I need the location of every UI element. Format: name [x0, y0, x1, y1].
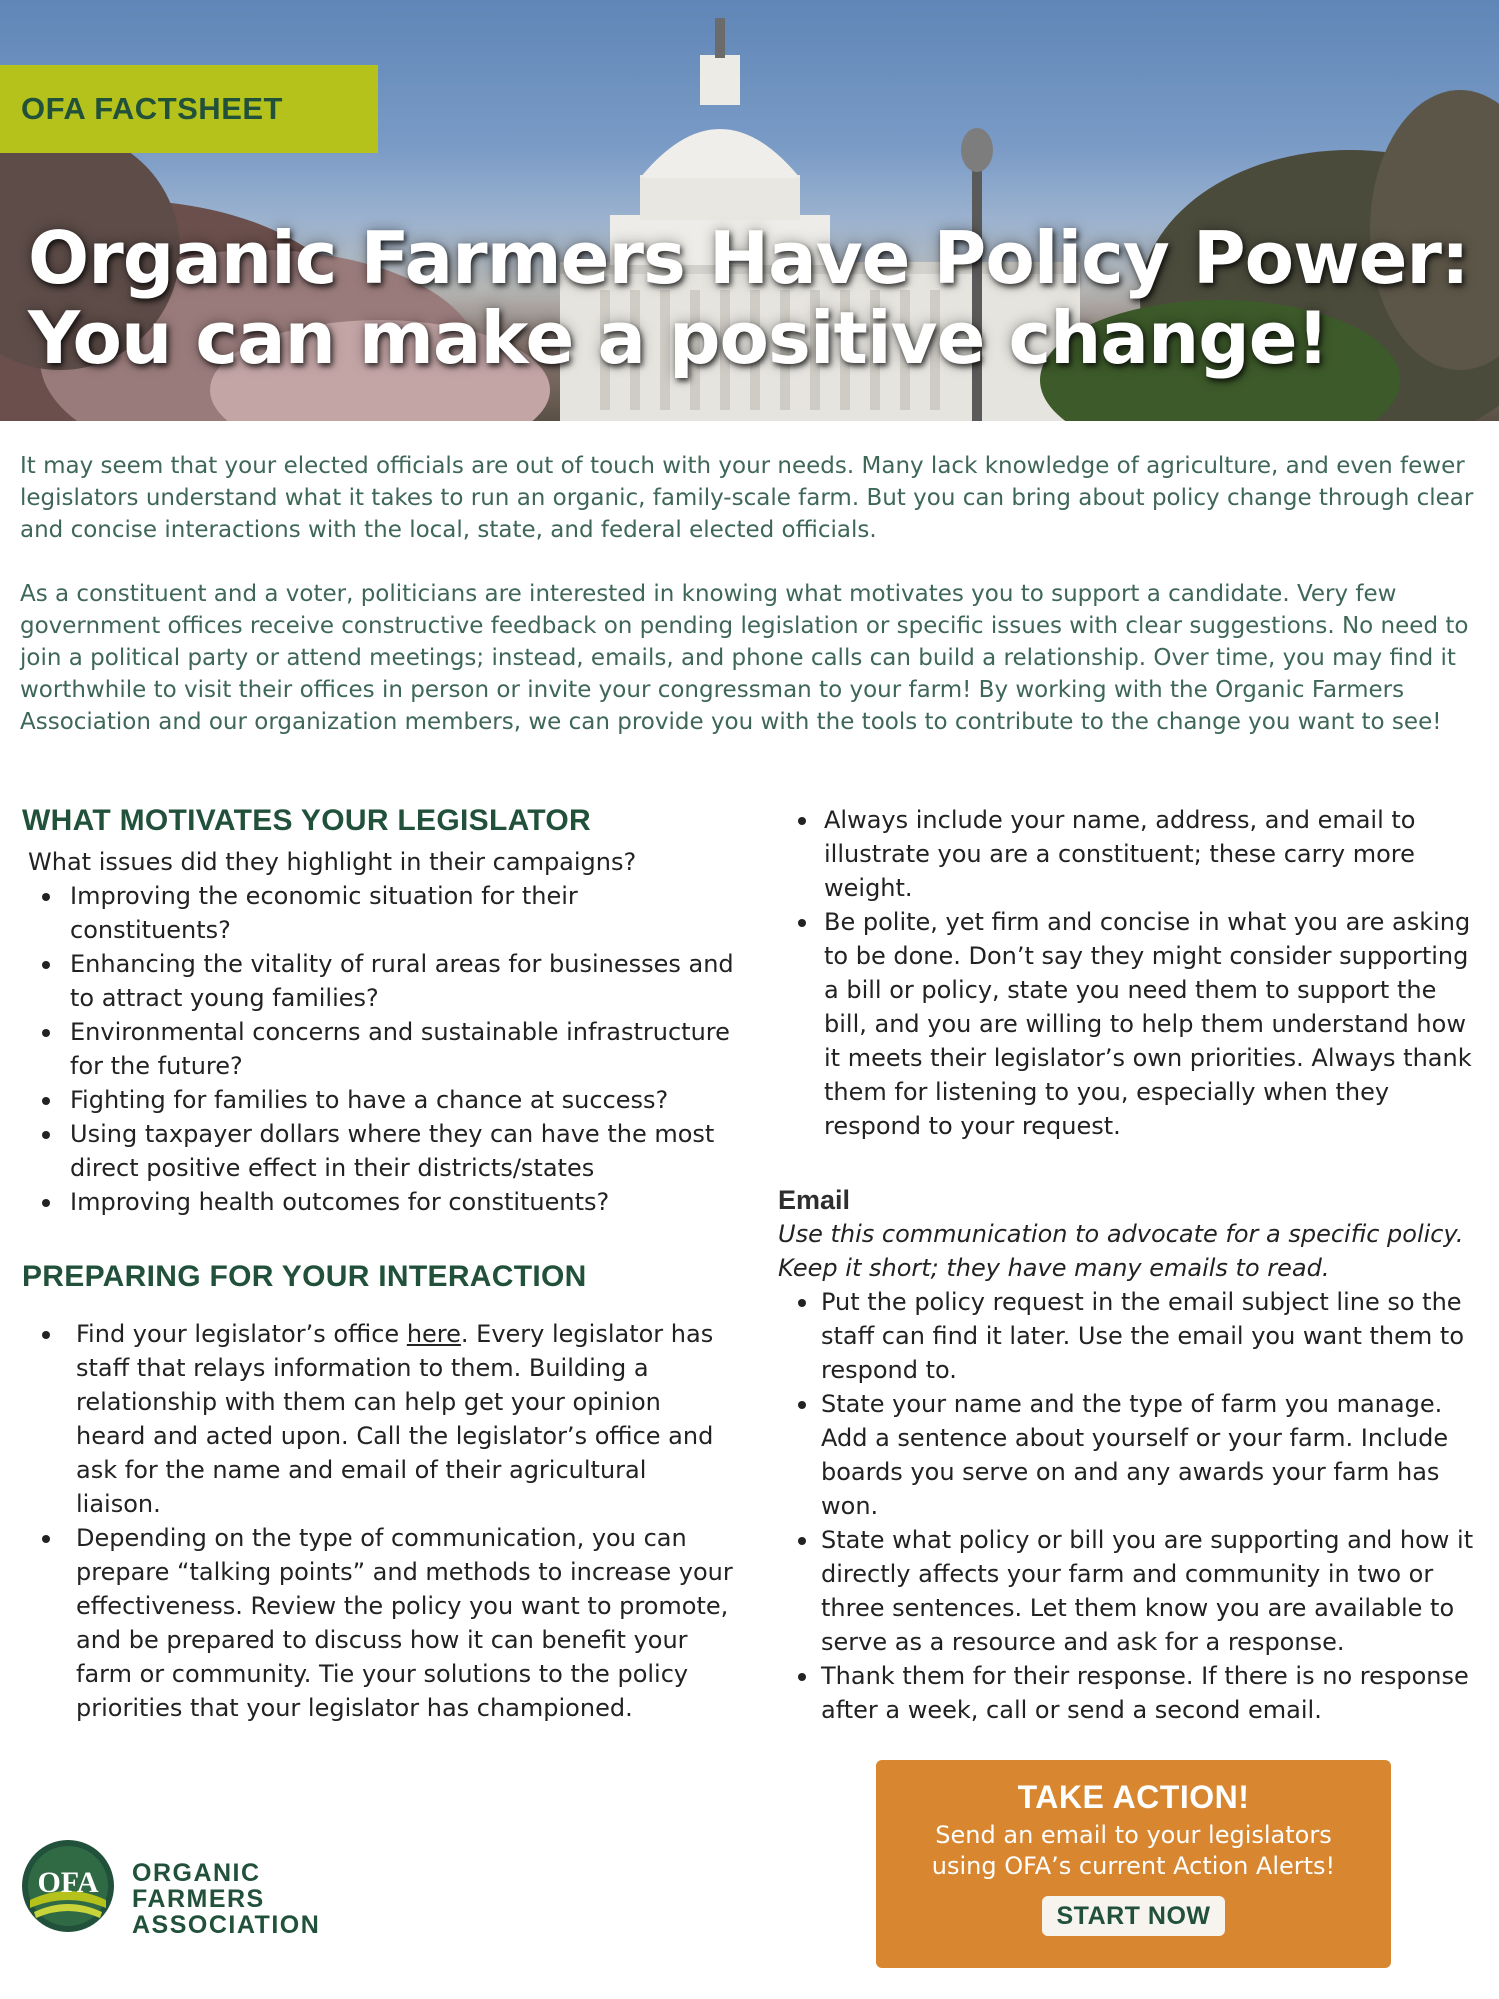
- list-item: Depending on the type of communication, you can prepare “talking points” and methods to increase your effectiveness. Review the policy you want to promote, and be prepared to discuss how it can benefit your farm or community. Tie your solutions to the policy priorities that your legislator has championed.: [22, 1521, 737, 1725]
- email-lead: Use this communication to advocate for a specific policy. Keep it short; they have many emails to read.: [778, 1220, 1464, 1282]
- list-item: Fighting for families to have a chance at success?: [22, 1083, 737, 1117]
- motivates-heading: WHAT MOTIVATES YOUR LEGISLATOR: [22, 804, 591, 837]
- email-list: [778, 1285, 1483, 1727]
- list-item: Improving the economic situation for their constituents?: [22, 879, 737, 947]
- here-link[interactable]: here: [406, 1320, 461, 1348]
- interaction-tips-list: [778, 803, 1483, 1143]
- preparing-list: [22, 1317, 737, 1725]
- logo-wordmark: [132, 1860, 400, 1938]
- left-column: [22, 803, 737, 1725]
- cta-title: TAKE ACTION!: [1017, 1779, 1250, 1815]
- title-line-2: You can make a positive change!: [28, 296, 1329, 380]
- motivates-list: [22, 879, 737, 1219]
- logo-line-2: ASSOCIATION: [132, 1911, 321, 1939]
- cta-text-line-2: using OFA’s current Action Alerts!: [931, 1852, 1336, 1880]
- badge-label: OFA FACTSHEET: [21, 91, 283, 126]
- intro-paragraph-2: As a constituent and a voter, politicians are interested in knowing what motivates you to support a candidate. Very few government offices receive constructive feedback on pending legislation or specific issues with clear suggestions. No need to join a political party or attend meetings; instead, emails, and phone calls can build a relationship. Over time, you may find it worthwhile to visit their offices in person or invite your congressman to your farm! By working with the Organic Farmers Association and our organization members, we can provide you with the tools to contribute to the change you want to see!: [20, 581, 1469, 735]
- email-heading: Email: [778, 1185, 851, 1215]
- page-title: [28, 218, 1488, 378]
- item-text: Find your legislator’s office: [76, 1320, 407, 1348]
- list-item: Improving health outcomes for constituents?: [22, 1185, 737, 1219]
- item-text: . Every legislator has staff that relays information to them. Building a relationship with them can help get your opinion heard and acted upon. Call the legislator’s office and ask for the name and email of their agricultural liaison.: [76, 1320, 714, 1518]
- ofa-logo-mark: [20, 1838, 116, 1934]
- intro-paragraph-1: It may seem that your elected officials are out of touch with your needs. Many lack knowledge of agriculture, and even fewer legislators understand what it takes to run an organic, family-scale farm. But you can bring about policy change through clear and concise interactions with the local, state, and federal elected officials.: [20, 453, 1474, 543]
- list-item: Enhancing the vitality of rural areas for businesses and to attract young families?: [22, 947, 737, 1015]
- hero-banner: [0, 0, 1499, 421]
- preparing-heading: PREPARING FOR YOUR INTERACTION: [22, 1260, 587, 1293]
- list-item: Always include your name, address, and email to illustrate you are a constituent; these carry more weight.: [778, 803, 1483, 905]
- logo-line-1: ORGANIC FARMERS: [132, 1859, 265, 1913]
- intro-section: [20, 450, 1485, 770]
- right-column: [778, 803, 1483, 1727]
- list-item: State your name and the type of farm you manage. Add a sentence about yourself or your farm. Include boards you serve on and any awards your farm has won.: [778, 1387, 1483, 1523]
- list-item: Be polite, yet firm and concise in what you are asking to be done. Don’t say they might consider supporting a bill or policy, state you need them to support the bill, and you are willing to help them understand how it meets their legislator’s own priorities. Always thank them for listening to you, especially when they respond to your request.: [778, 905, 1483, 1143]
- take-action-box: [876, 1760, 1391, 1968]
- list-item: [22, 1317, 737, 1521]
- list-item: Thank them for their response. If there is no response after a week, call or send a second email.: [778, 1659, 1483, 1727]
- list-item: Using taxpayer dollars where they can have the most direct positive effect in their districts/states: [22, 1117, 737, 1185]
- ofa-logo: [20, 1838, 400, 1938]
- motivates-lead: What issues did they highlight in their campaigns?: [28, 848, 637, 876]
- title-line-1: Organic Farmers Have Policy Power:: [28, 216, 1469, 300]
- cta-text-line-1: Send an email to your legislators: [935, 1821, 1332, 1849]
- logo-mark-text: OFA: [37, 1866, 99, 1899]
- factsheet-badge: [0, 65, 378, 153]
- list-item: State what policy or bill you are supporting and how it directly affects your farm and community in two or three sentences. Let them know you are available to serve as a resource and ask for a response.: [778, 1523, 1483, 1659]
- start-now-button[interactable]: START NOW: [1042, 1896, 1224, 1936]
- list-item: Environmental concerns and sustainable infrastructure for the future?: [22, 1015, 737, 1083]
- list-item: Put the policy request in the email subject line so the staff can find it later. Use the email you want them to respond to.: [778, 1285, 1483, 1387]
